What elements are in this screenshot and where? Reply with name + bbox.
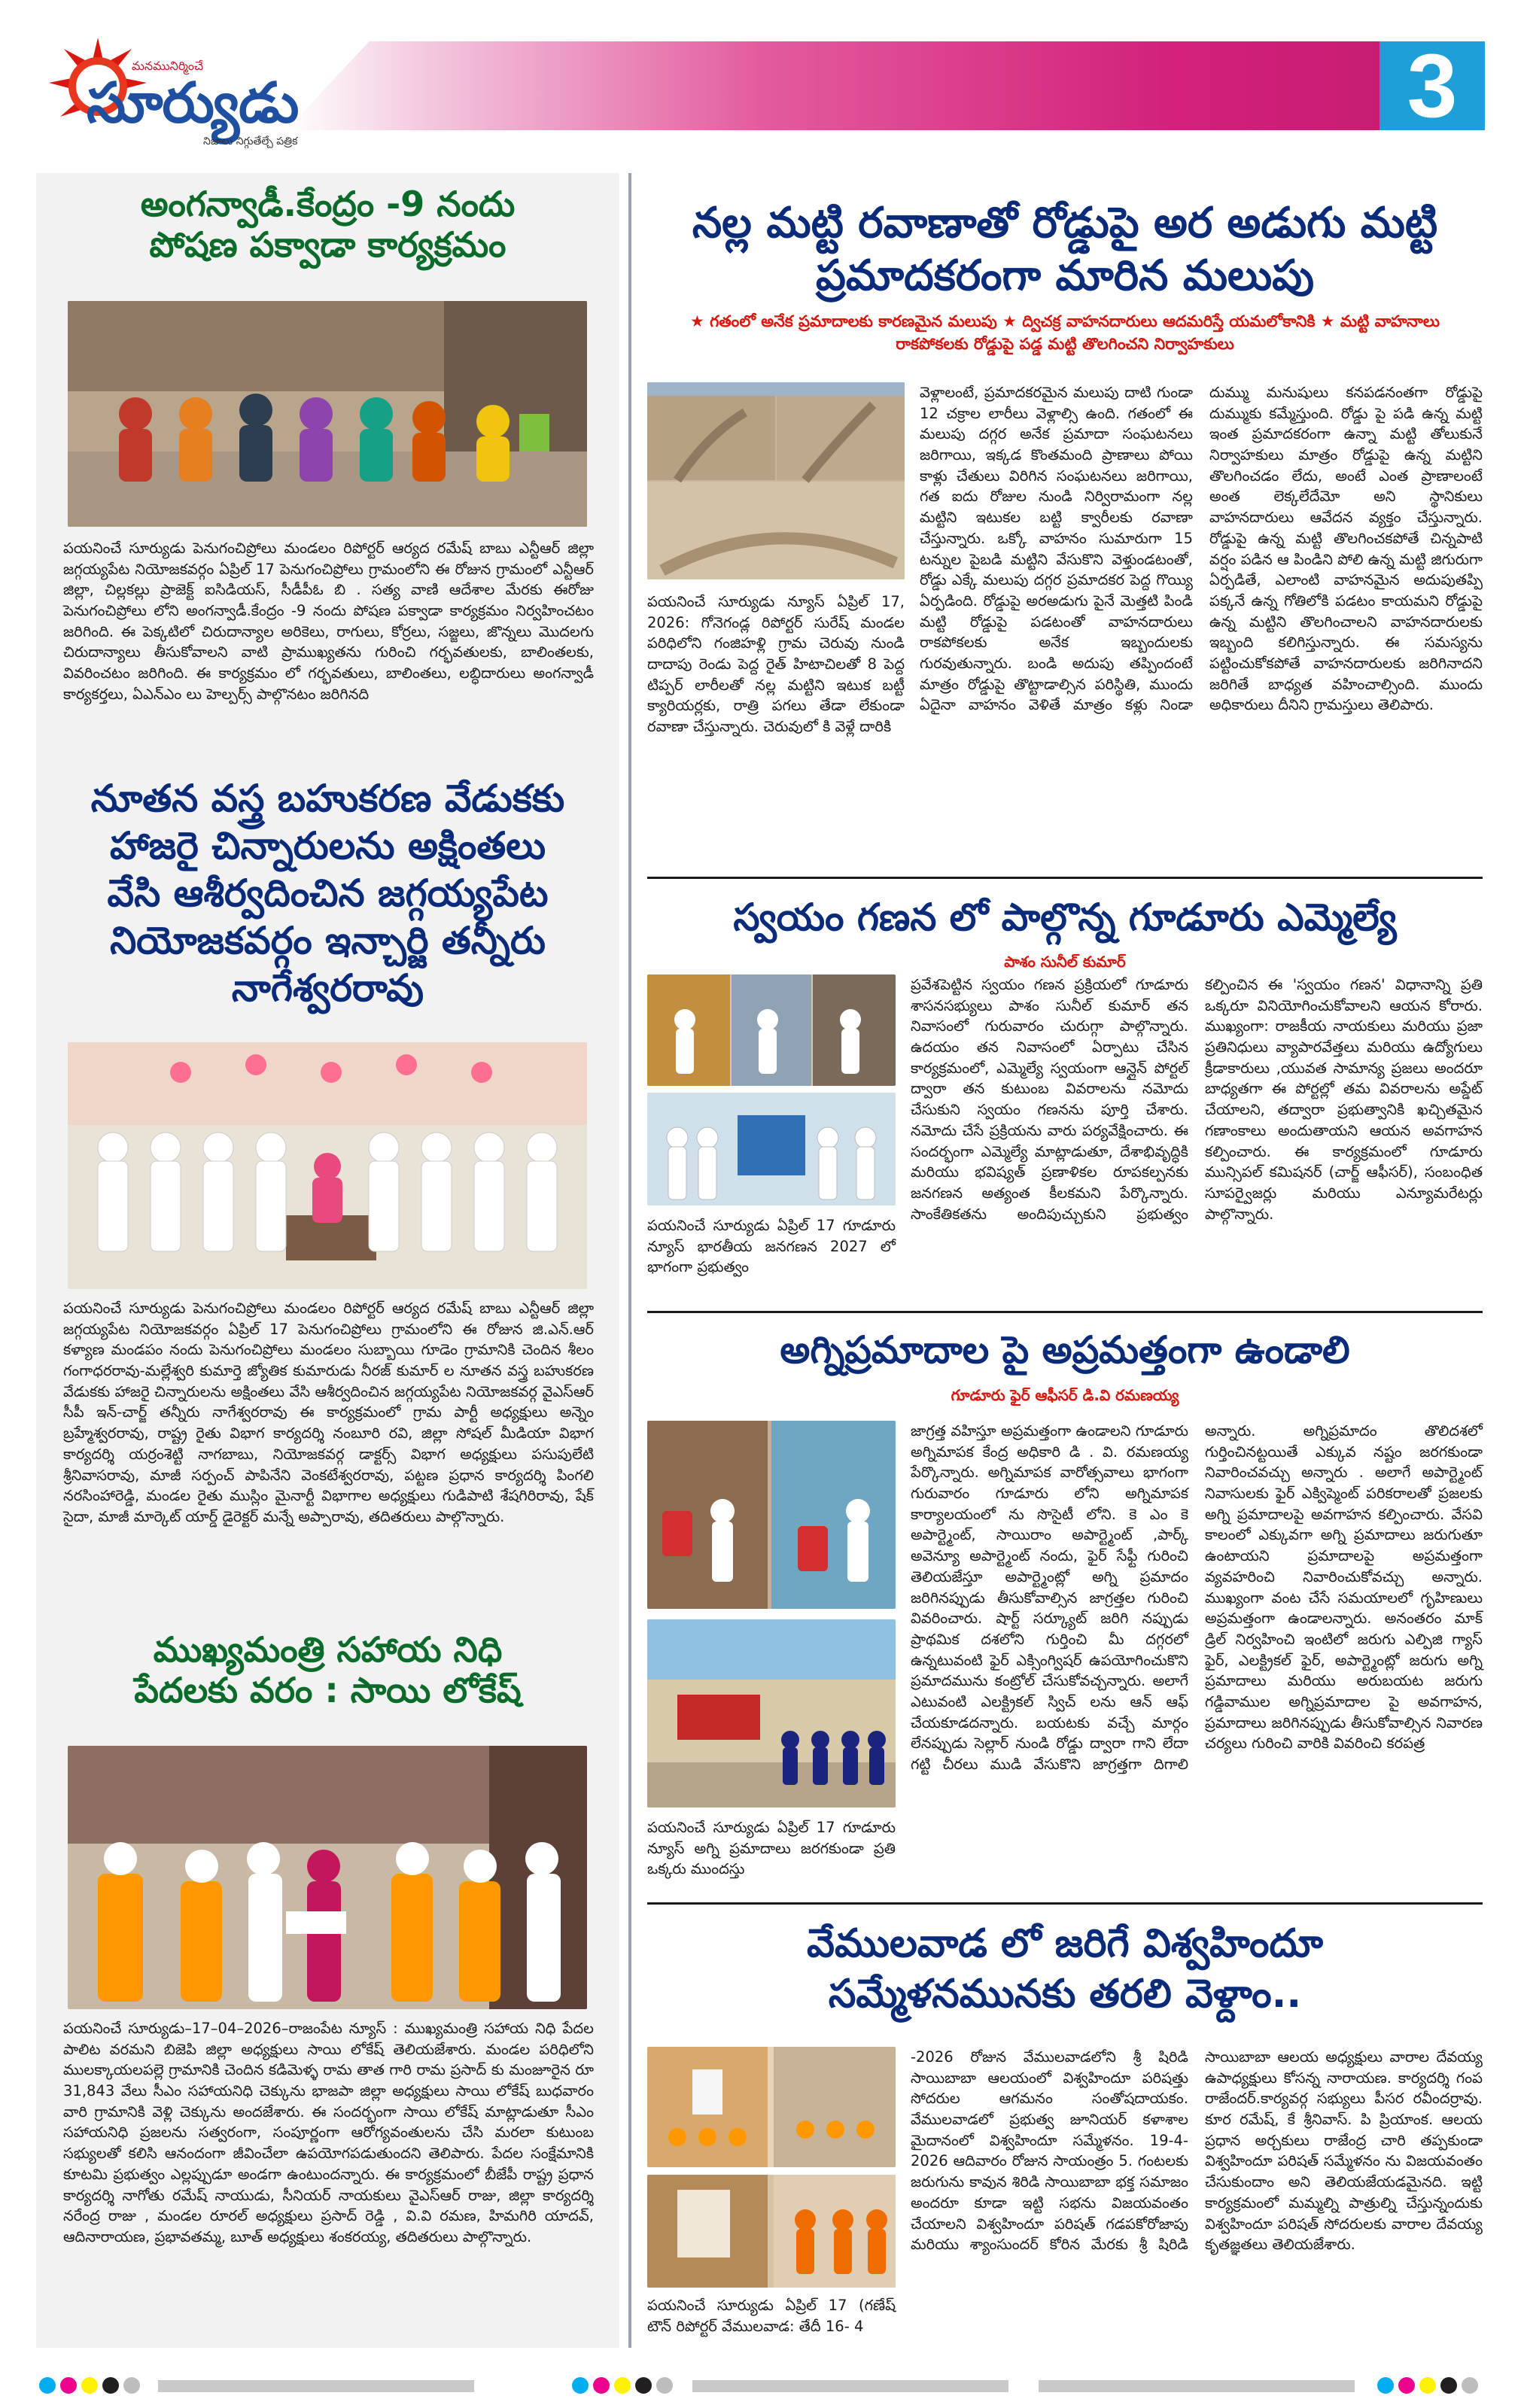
grey-registration-dot [123, 2377, 140, 2394]
magenta-registration-dot [60, 2377, 77, 2394]
headline-line: అంగన్వాడీ.కేంద్రం -9 నందు [140, 184, 516, 224]
temple-photo-2 [647, 2175, 896, 2288]
self-census-headline: స్వయం గణన లో పాల్గొన్న గూడూరు ఎమ్మెల్యే [733, 895, 1397, 939]
black-soil-subhead: ★ గతంలో అనేక ప్రమాదాలకు కారణమైన మలుపు ★ ద్విచక్ర వాహనదారులు ఆదమరిస్తే యమలోకానికి ★ మట్టి వాహనాలు రాకపోకలకు రోడ్డుపై పడ్డ మట్టి తొలగించని నిర్వాహకులు [689, 312, 1440, 354]
grey-registration-dot [656, 2377, 673, 2394]
magenta-registration-dot [593, 2377, 610, 2394]
fire-safety-headline: అగ్నిప్రమాదాల పై అప్రమత్తంగా ఉండాలి [780, 1328, 1350, 1372]
black-soil-caption: పయనించే సూర్యుడు న్యూస్ ఏప్రిల్ 17, 2026: గోనెగండ్ల రిపోర్టర్ సురేష్ మండల పరిధిలోని గంజిహళ్లి గ్రామ చెరువు నుండి దాదాపు రెండు పెద్ద రైత్ హిటాచిలతో 8 పెద్ద టిప్పర్ లారీలతో నల్ల మట్టిని ఇటుక బట్టీ క్యారియర్లకు, రాత్రి పగలు తేడా లేకుండా రవాణా చేస్తున్నారు. చెరువులో కి వెళ్లే దారికి [647, 593, 905, 736]
fire-safety-photo-1 [647, 1421, 896, 1609]
headline-line: పోషణ పక్వాడా కార్యక్రమం [149, 224, 506, 266]
yellow-registration-dot [614, 2377, 631, 2394]
fire-safety-body: జాగ్రత్త వహిస్తూ అప్రమత్తంగా ఉండాలని గూడూరు అగ్నిమాపక కేంద్ర అధికారి డి . వి. రమణయ్య పేర్కొన్నారు. అగ్నిమాపక వారోత్సవాలు భాగంగా గురువారం గూడూరు లోని అగ్నిమాపక కార్యాలయంలో ను సొసైటీ లోని. కె ఎం కె అపార్ట్మెంట్, సాయిరాం అపార్ట్మెంట్ ,పార్క్ అవెన్యూ అపార్ట్మెంట్ నందు, ఫైర్ సేఫ్టీ గురించి తెలియజేస్తూ అపార్ట్మెంట్లో అగ్ని ప్రమాదం జరిగినప్పుడు తీసుకోవాల్సిన జాగ్రత్తల గురించి వివరించారు. షార్ట్ సర్క్యూట్ జరిగి నప్పుడు ప్రాథమిక దశలోని గుర్తించి మీ దగ్గరలో ఉన్నటువంటి ఫైర్ ఎక్సింగ్విషర్ ఉపయోగించుకొని ప్రమాదమును కంట్రోల్ చేసుకోవచ్చన్నారు. అలాగే ఎటువంటి ఎలక్ట్రికల్ స్విచ్ లను ఆన్ ఆఫ్ చేయకూడదన్నారు. బయటకు వచ్చే మార్గం లేనప్పుడు సెల్లార్ నుండి రోడ్డు ద్వారా గాని లేదా గట్టి చీరలు ముడి వేసుకొని జాగ్రత్తగా దిగాలి అన్నారు. అగ్నిప్రమాదం తొలిదశలో గుర్తించినట్టయితే ఎక్కువ నష్టం జరగకుండా నివారించవచ్చు అన్నారు . అలాగే అపార్ట్మెంట్ నివాసులకు ఫైర్ ఎక్విప్మెంట్ పరికరాలతో ప్రజలకు అగ్ని ప్రమాదాలపై అవగాహన కల్పించారు. వేసవి కాలంలో ఎక్కువగా అగ్ని ప్రమాదాలు జరుగుతూ ఉంటాయని ప్రమాదాలపై అప్రమత్తంగా వ్యవహరించి నివారించుకోవచ్చు అన్నారు. ముఖ్యంగా వంట చేసే సమయాలలో గృహిణులు అప్రమత్తంగా ఉండాలన్నారు. అనంతరం మాక్ డ్రిల్ నిర్వహించి ఇంటిలో జరుగు ఎల్పిజి గ్యాస్ ఫైర్, ఎలక్ట్రికల్ ఫైర్, అపార్ట్మెంట్లో జరుగు అగ్ని ప్రమాదాలు మరియు అరుబయట జరుగు గడ్డివాముల అగ్నిప్రమాదాల పై అవగాహన, ప్రమాదాలు జరిగినప్పుడు తీసుకోవాల్సిన నివారణ చర్యలు గురించి వారికి వివరించి కరపత్ర [911, 1422, 1483, 1773]
left-column [36, 173, 619, 2348]
headline-line: నియోజకవర్గం ఇన్చార్జి తన్నీరు [110, 919, 546, 962]
section-rule [647, 1311, 1483, 1313]
headline-line: ప్రమాదకరంగా మారిన మలుపు [816, 251, 1314, 300]
grey-registration-dot [1462, 2377, 1478, 2394]
headline-line: పేదలకు వరం : సాయి లోకేష్ [134, 1670, 522, 1711]
headline-line: హాజరై చిన్నారులను అక్షింతలు [109, 824, 546, 868]
cm-relief-body: పయనించే సూర్యుడు–17–04–2026–రాజంపేట న్యూస్ : ముఖ్యమంత్రి సహాయ నిధి పేదల పాలిట వరమని బిజెపి జిల్లా అధ్యక్షులు సాయి లోకేష్ తెలియజేశారు. మండల పరిధిలోని ములక్కాయలపల్లె గ్రామానికి చెందిన కడిమెళ్ళ రామ తాత గారి రామ ప్రసాద్ కు మంజూరైన రూ 31,843 వేలు సీఎం సహాయనిధి చెక్కును భాజపా జిల్లా అధ్యక్షులు సాయి లోకేష్ బుధవారం వారి గ్రామానికి వెళ్లి చెక్కును అందజేశారు. ఈ సందర్భంగా సాయి లోకేష్ మాట్లాడుతూ సీఎం సహాయనిధి ప్రజలను సత్వరంగా, సంపూర్ణంగా ఆరోగ్యవంతులను చేసి మరలా కుటుంబ సభ్యులతో కలిసి ఆనందంగా జీవించేలా ఉపయోగపడుతుందని తెలిపారు. పేదల సంక్షేమానికి కూటమి ప్రభుత్వం ఎల్లప్పుడూ అండగా ఉంటుందన్నారు. ఈ కార్యక్రమంలో బీజేపీ రాష్ట్ర ప్రధాన కార్యదర్శి నాగోతు రమేష్ నాయుడు, సీనియర్ నాయకులు వైఎస్ఆర్ రాజు, జిల్లా కార్యదర్శి నరేంద్ర రాజు , మండల రూరల్ అధ్యక్షులు ప్రసాద్ రెడ్డి , వి.వి రమణ, హిమగిరి యాదవ్, ఆదినారాయణ, ప్రభావతమ్మ, బూత్ అధ్యక్షులు శంకరయ్య, తదితరులు పాల్గొన్నారు. [63, 2020, 594, 2245]
brand-ribbon [286, 35, 1475, 136]
masthead [0, 0, 1524, 173]
headline-line: వేములవాడ లో జరిగే విశ్వహిందూ [807, 1921, 1323, 1966]
cyan-registration-dot [1377, 2377, 1394, 2394]
anganwadi-photo [68, 301, 587, 527]
anganwadi-body: పయనించే సూర్యుడు పెనుగంచిప్రోలు మండలం రిపోర్టర్ ఆర్యద రమేష్ బాబు ఎన్టీఆర్ జిల్లా జగ్గయ్యపేట నియోజకవర్గం ఏప్రిల్ 17 పెనుగంచిప్రోలు గ్రామంలోని ఈ రోజున గ్రామంలో ఎన్టీఆర్ జిల్లా, చిల్లకల్లు ప్రాజెక్ట్ ఐసిడియస్, సీడీపీఓ బి . సత్య వాణి ఆదేశాల మేరకు ఈరోజు పెనుగంచిప్రోలు లోని అంగన్వాడీ.కేంద్రం -9 నందు పోషణ పక్వాడా కార్యక్రమం నిర్వహించటం జరిగింది. ఈ పెక్కటిలో చిరుదాన్యాల అరికెలు, రాగులు, కోర్రలు, సజ్జలు, జొన్నలు మొదలగు చిరుదాన్యాలు తీసుకోవాలని వాటి ప్రాముఖ్యతను గురించి గర్భవతులకు, బాలింతలకు, వివరించటం జరిగింది. ఈ కార్యక్రమం లో గర్భవతులు, బాలింతలు, లబ్ధిదారులు అంగన్వాడీ కార్యకర్తలు, ఏఎన్ఎం లు హెల్పర్స్ పాల్గొనటం జరిగినది [63, 540, 594, 703]
yellow-registration-dot [1419, 2377, 1436, 2394]
registration-bar [1039, 2380, 1355, 2392]
anganwadi-headline [51, 184, 604, 266]
ceremony-photo [68, 1042, 587, 1289]
self-census-photo-2 [647, 1093, 896, 1206]
self-census-body: ప్రవేశపెట్టిన స్వయం గణన ప్రక్రియలో గూడూరు శాసనసభ్యులు పాశం సునీల్ కుమార్ తన నివాసంలో గురువారం చురుగ్గా పాల్గొన్నారు. ఉదయం తన నివాసంలో ఏర్పాటు చేసిన కార్యక్రమంలో, ఎమ్మెల్యే స్వయంగా ఆన్లైన్ పోర్టల్ ద్వారా తన కుటుంబ వివరాలను నమోదు చేసుకుని స్వయం గణనను పూర్తి చేశారు. నమోదు చేసే ప్రక్రియను వారు పర్యవేక్షించారు. ఈ సందర్భంగా ఎమ్మెల్యే మాట్లాడుతూ, దేశాభివృద్ధికి మరియు భవిష్యత్ ప్రణాళికల రూపకల్పనకు జనగణన అత్యంత కీలకమని పేర్కొన్నారు. సాంకేతికతను అందిపుచ్చుకుని ప్రభుత్వం కల్పించిన ఈ 'స్వయం గణన' విధానాన్ని ప్రతి ఒక్కరూ వినియోగించుకోవాలని ఆయన కోరారు. ముఖ్యంగా: రాజకీయ నాయకులు మరియు ప్రజా ప్రతినిధులు వ్యాపారవేత్తలు మరియు ఉద్యోగులు క్రీడాకారులు ,యువత సామాన్య ప్రజలు అందరూ బాధ్యతగా ఈ పోర్టల్లో తమ వివరాలను అప్డేట్ చేయాలని, తద్వారా ప్రభుత్వానికి ఖచ్చితమైన గణాంకాలు అందుతాయని ఆయన అవగాహన కల్పించారు. ఈ కార్యక్రమంలో గూడూరు మున్సిపల్ కమిషనర్ (చార్జ్ ఆఫీసర్), సంబంధిత సూపర్వైజర్లు మరియు ఎన్యూమరేటర్లు పాల్గొన్నారు. [911, 976, 1483, 1223]
magenta-registration-dot [1398, 2377, 1415, 2394]
registration-bar [692, 2380, 1008, 2392]
cyan-registration-dot [572, 2377, 589, 2394]
muddy-road-photo [647, 382, 905, 579]
cm-relief-fund-headline [51, 1629, 604, 1711]
page-number: 3 [1407, 35, 1458, 136]
right-column [640, 173, 1490, 2348]
vhp-sammelanam-headline [655, 1919, 1475, 2019]
newspaper-logo [41, 30, 312, 158]
brand-tagline: నిజాలు నిగ్గుతేల్చే పత్రిక [203, 135, 298, 147]
headline-line: వేసి ఆశీర్వదించిన జగ్గయ్యపేట [107, 871, 549, 915]
section-rule [647, 877, 1483, 879]
black-registration-dot [1440, 2377, 1457, 2394]
vastra-bahukarana-headline [44, 775, 612, 1012]
headline-line: సమ్మేళనమునకు తరలి వెళ్దాం.. [828, 1971, 1302, 2017]
registration-bar [158, 2380, 474, 2392]
fire-safety-caption: పయనించే సూర్యుడు ఏప్రిల్ 17 గూడూరు న్యూస్ అగ్ని ప్రమాదాలు జరగకుండా ప్రతి ఒక్కరు ముందస్తు [647, 1819, 896, 1878]
fire-safety-photo-2 [647, 1619, 896, 1808]
self-census-photo-1 [647, 974, 896, 1086]
page-number-box [1380, 35, 1485, 136]
registration-strip [0, 2367, 1524, 2408]
section-rule [647, 1902, 1483, 1905]
black-registration-dot [102, 2377, 119, 2394]
self-census-caption: పయనించే సూర్యుడు ఏప్రిల్ 17 గూడూరు న్యూస్ భారతీయ జనగణన 2027 లో భాగంగా ప్రభుత్వం [647, 1217, 896, 1276]
cyan-registration-dot [39, 2377, 56, 2394]
self-census-byline: పాశం సునీల్ కుమార్ [1004, 953, 1126, 971]
logo-small-text: మనమునిర్మించే [132, 59, 204, 73]
headline-line: ముఖ్యమంత్రి సహాయ నిధి [153, 1629, 503, 1670]
vhp-sammelanam-caption: పయనించే సూర్యుడు ఏప్రిల్ 17 (గణేష్ టౌన్ రిపోర్టర్ వేములవాడ: తేదీ 16- 4 [647, 2297, 896, 2335]
black-soil-body: వెళ్లాలంటే, ప్రమాదకరమైన మలుపు దాటి గుండా 12 చక్రాల లారీలు వెళ్లాల్సి ఉంది. గతంలో ఈ మలుపు దగ్గర అనేక ప్రమాదా సంఘటనలు జరిగాయి, ఇక్కడ కొంతమంది ప్రాణాలు పోయి కాళ్లు చేతులు విరిగిన సంఘటనలు జరిగాయి, గత ఐదు రోజుల నుండి నిర్విరామంగా నల్ల మట్టిని ఇటుకల బట్టి క్వారీలకు రవాణా చేస్తున్నారు. ఒక్కో వాహనం సుమారుగా 15 టన్నుల పైబడి మట్టిని వేసుకొని వెళ్తుండటంతో, రోడ్డు ఎక్కే మలుపు దగ్గర ప్రమాదకర పెద్ద గొయ్యి ఏర్పడింది. రోడ్డుపై అరఅడుగు పైనే మెత్తటి పిండి మట్టి రోడ్డుపై పడటంతో వాహనదారులు రాకపోకలకు అనేక ఇబ్బందులకు గురవుతున్నారు. బండి అదుపు తప్పిందంటే మాత్రం రోడ్డుపై తొట్టాడాల్సిన పరిస్థితి, ముందు ఏదైనా వాహనం వెళితే మాత్రం కళ్లు నిండా దుమ్ము మనుషులు కనపడనంతగా రోడ్డుపై దుమ్ముకు కమ్మేస్తుంది. రోడ్డు పై పడి ఉన్న మట్టి ఇంత ప్రమాదకరంగా ఉన్నా మట్టి తోలుకునే నిర్వాహకులు మాత్రం రోడ్డుపై ఉన్న మట్టిని తొలగించడం లేదు, అంటే ఎంత ప్రాణాలంటే అంత లెక్కలేదేమో అని స్థానికులు వాహనదారులు ఆవేదన వ్యక్తం చేస్తున్నారు. రోడ్డుపై ఉన్న మట్టి తొలగించకపోతే చిన్నపాటి వర్షం పడిన ఆ పిండిని పోలి ఉన్న మట్టి జిగురుగా ఏర్పడితే, ఎలాంటి వాహనమైన అదుపుతప్పి పక్కనే ఉన్న గోతిలోకి పడటం కాయమని రోడ్డుపై ఉన్న మట్టిని తొలగించాలని వాహనదారులకు ఇబ్బంది కలిగిస్తున్నారు. ఈ సమస్యను పట్టించుకోకపోతే వాహనదారులకు జరిగినాదని జరిగితే బాధ్యత వహించాల్సింది. ముందు అధికారులు దీనిని గ్రామస్తులు తెలిపారు. [920, 384, 1483, 714]
fire-safety-byline: గూడూరు ఫైర్ ఆఫీసర్ డి.వి రమణయ్య [951, 1386, 1179, 1404]
headline-line: నూతన వస్త్ర బహుకరణ వేడుకకు [90, 777, 565, 820]
black-registration-dot [635, 2377, 652, 2394]
vhp-sammelanam-body: -2026 రోజున వేములవాడలోని శ్రీ షిరిడి సాయిబాబా ఆలయంలో విశ్వహిందూ పరిషత్తు సోదరుల ఆగమనం సంతోషదాయకం. వేములవాడలో ప్రభుత్వ జూనియర్ కళాశాల మైదానంలో విశ్వహిందూ సమ్మేళనం. 19-4- 2026 ఆదివారం రోజున సాయంత్రం 5. గంటలకు జరుగును కావున శిరిడి సాయిబాబా భక్త సమాజం అందరూ కూడా ఇట్టి సభను విజయవంతం చేయాలని విశ్వహిందూ పరిషత్ గడపకోరోజాపు మరియు శ్యాంసుందర్ కోరిన మేరకు శ్రీ షిరిడి సాయిబాబా ఆలయ అధ్యక్షులు వారాల దేవయ్య ఉపాధ్యక్షులు కోసన్న నారాయణ. కార్యదర్శి గంప రాజేందర్.కార్యవర్గ సభ్యులు పీసర రవీందర్రావు. కూర రమేష్, కే శ్రీనివాస్. పి ప్రియాంక. ఆలయ ప్రధాన అర్చకులు రాజేంద్ర చారి తప్పకుండా విశ్వహిందూ పరిషత్ సమ్మేళనం ను విజయవంతం చేసుకుందాం అని తెలియజేయడమైనది. ఇట్టి కార్యక్రమంలో మమ్మల్ని పాత్రుల్ని చేస్తున్నందుకు విశ్వహిందూ పరిషత్ సోదరులకు వారాల దేవయ్య కృతజ్ఞతలు తెలియజేశారు. [911, 2048, 1483, 2254]
brand-name: సూర్యుడు [87, 71, 299, 135]
cm-relief-photo [68, 1746, 587, 2009]
vastra-bahukarana-body: పయనించే సూర్యుడు పెనుగంచిప్రోలు మండలం రిపోర్టర్ ఆర్యద రమేష్ బాబు ఎన్టీఆర్ జిల్లా జగ్గయ్యపేట నియోజకవర్గం ఏప్రిల్ 17 పెనుగంచిప్రోలు గ్రామంలోని ఈ రోజున జి.ఎన్.ఆర్ కళ్యాణ మండపం నందు పెనుగంచిప్రోలు మండలం సుబ్బాయి గూడెం గ్రామానికి చెందిన శీలం గంగాధరరావు-మల్లేశ్వరి కుమార్తె జ్యోతిక కుమారుడు నీరజ్ కుమార్ ల నూతన వస్త్ర బహుకరణ వేడుకకు హాజరై చిన్నారులను అక్షింతలు వేసి ఆశీర్వదించిన జగ్గయ్యపేట నియోజకవర్గ వైఎస్ఆర్ సీపీ ఇన్-చార్జ్ తన్నీరు నాగేశ్వరరావు ఈ కార్యక్రమంలో గ్రామ పార్టీ అధ్యక్షులు అన్నెం బ్రహ్మేశ్వరరావు, రాష్ట్ర రైతు విభాగ కార్యదర్శి నంబూరి రవి, జిల్లా సోషల్ మీడియా విభాగ కార్యదర్శి యర్రంశెట్టి నాగబాబు, నియోజకవర్గ డాక్టర్స్ విభాగ అధ్యక్షులు పసుపులేటి శ్రీనివాసరావు, మాజీ సర్పంచ్ పాపినేని వెంకటేశ్వరరావు, పట్టణ ప్రధాన కార్యదర్శి పింగలి నరసింహారెడ్డి, మండల రైతు ముస్లిం మైనార్టీ విభాగాల అధ్యక్షులు గుడిపాటి శేషగిరిరావు, షేక్ సైదా, మాజీ మార్కెట్ యార్డ్ డైరెక్టర్ మన్నే అప్పారావు, తదితరులు పాల్గొన్నారు. [63, 1300, 594, 1525]
headline-line: నల్ల మట్టి రవాణాతో రోడ్డుపై అర అడుగు మట్టి [692, 199, 1438, 248]
column-divider [628, 173, 631, 2348]
yellow-registration-dot [81, 2377, 98, 2394]
headline-line: నాగేశ్వరరావు [231, 966, 424, 1010]
black-soil-headline [655, 197, 1475, 303]
temple-photo-1 [647, 2047, 896, 2167]
